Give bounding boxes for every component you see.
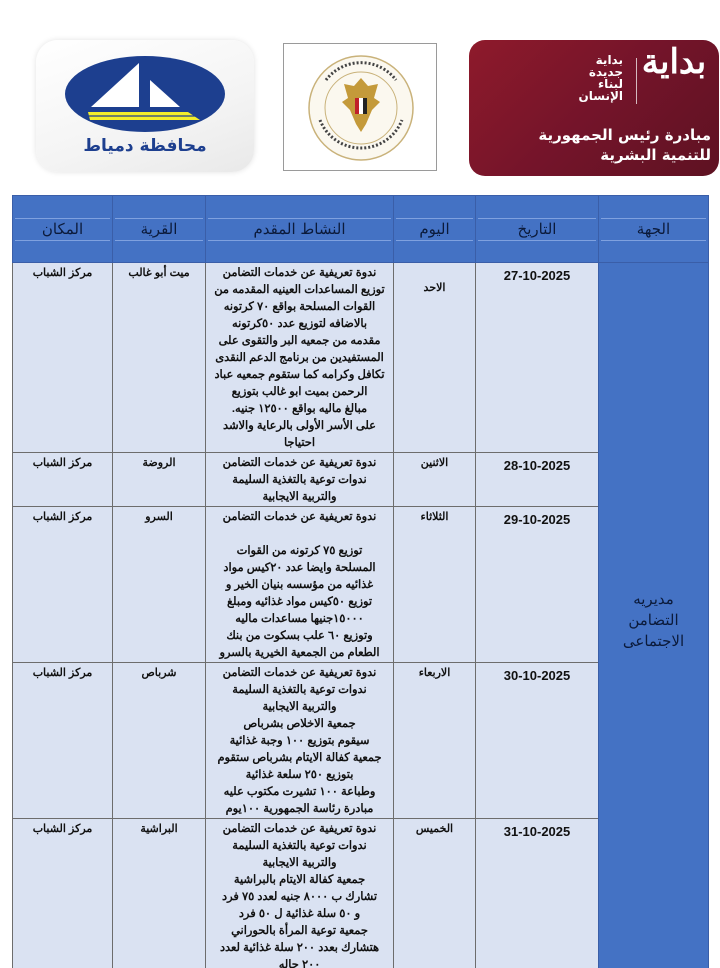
- sailboat-emblem-icon: [50, 52, 240, 136]
- place-cell: مركز الشباب: [13, 453, 113, 507]
- activity-cell: [206, 453, 394, 507]
- initiative-subtitle: للتنمية البشرية: [600, 146, 711, 164]
- activity-line: سيقوم بتوزيع ١٠٠ وجبة غذائية: [229, 735, 370, 747]
- governorate-name: محافظة دمياط: [83, 136, 207, 156]
- activity-cell: [206, 663, 394, 819]
- activity-line: تشارك ب ٨٠٠٠ جنيه لعدد ٧٥ فرد: [222, 891, 377, 903]
- slogan-line: الإنسان: [578, 89, 623, 103]
- date-cell: 31-10-2025: [476, 819, 599, 968]
- activity-line: المسلحة وايضا عدد ٢٠كيس مواد: [223, 562, 376, 574]
- entity-line: مديريه: [633, 589, 674, 608]
- egypt-eagle-seal-icon: [306, 50, 416, 166]
- initiative-title: مبادرة رئيس الجمهورية: [538, 126, 711, 144]
- initiative-slogan: [551, 54, 623, 102]
- activity-cell: [206, 507, 394, 663]
- activities-schedule-table: [12, 195, 709, 968]
- village-cell: البراشية: [113, 819, 206, 968]
- day-cell: الاربعاء: [394, 663, 476, 819]
- activity-line: [210, 526, 389, 543]
- activity-line: جمعية توعية المرأة بالحوراني: [231, 925, 368, 937]
- slogan-line: بداية: [595, 53, 623, 67]
- header-village: القرية: [113, 196, 206, 263]
- entity-line: الاجتماعى: [622, 631, 685, 650]
- activity-line: توزيع ٥٠كيس مواد غذائيه ومبلغ: [227, 596, 372, 608]
- activity-line: ٢٠٠ حاله: [278, 959, 321, 968]
- village-cell: السرو: [113, 507, 206, 663]
- activity-cell: [206, 263, 394, 453]
- header-place: المكان: [13, 196, 113, 263]
- activity-line: احتياجا: [283, 437, 316, 449]
- date-cell: 29-10-2025: [476, 507, 599, 663]
- date-cell: 28-10-2025: [476, 453, 599, 507]
- activity-line: والتربية الايجابية: [262, 701, 337, 713]
- activity-line: والتربية الايجابية: [262, 857, 337, 869]
- activity-line: الرحمن بميت ابو غالب بتوزيع: [231, 386, 368, 398]
- day-cell: الاحد: [394, 263, 476, 453]
- activity-line: ندوة تعريفية عن خدمات التضامن: [222, 511, 377, 523]
- damietta-governorate-logo: [36, 40, 254, 172]
- slogan-line: لبناء: [598, 77, 623, 91]
- header-day: اليوم: [394, 196, 476, 263]
- place-cell: مركز الشباب: [13, 663, 113, 819]
- date-cell: 30-10-2025: [476, 663, 599, 819]
- header-activity: النشاط المقدم: [206, 196, 394, 263]
- activity-line: ندوة تعريفية عن خدمات التضامن: [222, 667, 377, 679]
- village-cell: شرباص: [113, 663, 206, 819]
- activity-line: جمعية كفالة الايتام بشرباص ستقوم: [217, 752, 382, 764]
- village-cell: الروضة: [113, 453, 206, 507]
- entity-line: التضامن: [628, 610, 679, 629]
- activity-line: وتوزيع ٦٠ علب بسكوت من بنك: [226, 630, 373, 642]
- place-cell: مركز الشباب: [13, 507, 113, 663]
- activity-line: ندوات توعية بالتغذية السليمة: [232, 840, 367, 852]
- activity-line: الطعام من الجمعية الخيرية بالسرو: [219, 647, 380, 659]
- activity-line: جمعية الاخلاص بشرباص: [243, 718, 356, 730]
- activity-line: جمعية كفالة الايتام بالبراشية: [233, 874, 366, 886]
- activity-line: توزيع ٧٥ كرتونه من القوات: [236, 545, 363, 557]
- activity-line: بتوزيع ٢٥٠ سلعة غذائية: [245, 769, 354, 781]
- activity-line: ندوة تعريفية عن خدمات التضامن: [222, 267, 377, 279]
- place-cell: مركز الشباب: [13, 819, 113, 968]
- activity-line: والتربية الايجابية: [262, 491, 337, 503]
- activity-line: توزيع المساعدات العينيه المقدمه من: [214, 284, 385, 296]
- day-cell: الثلاثاء: [394, 507, 476, 663]
- activity-line: ١٥٠٠٠جنيها مساعدات ماليه: [235, 613, 364, 625]
- activity-line: ندوة تعريفية عن خدمات التضامن: [222, 457, 377, 469]
- activity-line: مبالغ ماليه بواقع ١٢٥٠٠ جنيه.: [231, 403, 368, 415]
- activity-line: بالاضافه لتوزيع عدد ٥٠كرتونه: [232, 318, 367, 330]
- initiative-brand-mark: بداية: [641, 42, 707, 82]
- activity-line: غذائيه من مؤسسه بنيان الخير و: [225, 579, 374, 591]
- table-row: [13, 263, 709, 453]
- activity-line: وطباعة ١٠٠ تشيرت مكتوب عليه: [223, 786, 376, 798]
- slogan-line: جديدة: [588, 65, 623, 79]
- activity-line: مقدمه من جمعيه البر والتقوى على: [218, 335, 381, 347]
- village-cell: ميت أبو غالب: [113, 263, 206, 453]
- activity-line: على الأسر الأولى بالرعاية والاشد: [223, 420, 376, 432]
- day-cell: الاثنين: [394, 453, 476, 507]
- activity-line: مبادرة رئاسة الجمهورية ١٠٠يوم: [225, 803, 374, 815]
- header-date: التاريخ: [476, 196, 599, 263]
- activity-cell: [206, 819, 394, 968]
- logo-divider: [636, 58, 637, 104]
- activity-line: تكافل وكرامه كما ستقوم جمعيه عباد: [214, 369, 385, 381]
- activity-line: المستفيدين من برنامج الدعم النقدى: [215, 352, 384, 364]
- ministry-of-social-solidarity-logo: [283, 43, 437, 171]
- activity-line: ندوات توعية بالتغذية السليمة: [232, 474, 367, 486]
- entity-cell: [599, 263, 709, 968]
- table-header-row: [13, 196, 709, 263]
- activity-line: ندوات توعية بالتغذية السليمة: [232, 684, 367, 696]
- activity-line: و ٥٠ سلة غذائية ل ٥٠ فرد: [238, 908, 361, 920]
- day-cell: الخميس: [394, 819, 476, 968]
- header-entity: الجهة: [599, 196, 709, 263]
- date-cell: 27-10-2025: [476, 263, 599, 453]
- activity-line: ندوة تعريفية عن خدمات التضامن: [222, 823, 377, 835]
- presidential-initiative-logo: [469, 40, 719, 176]
- activity-line: هتشارك بعدد ٢٠٠ سلة غذائية لعدد: [219, 942, 380, 954]
- place-cell: مركز الشباب: [13, 263, 113, 453]
- activity-line: القوات المسلحة بواقع ٧٠ كرتونه: [223, 301, 376, 313]
